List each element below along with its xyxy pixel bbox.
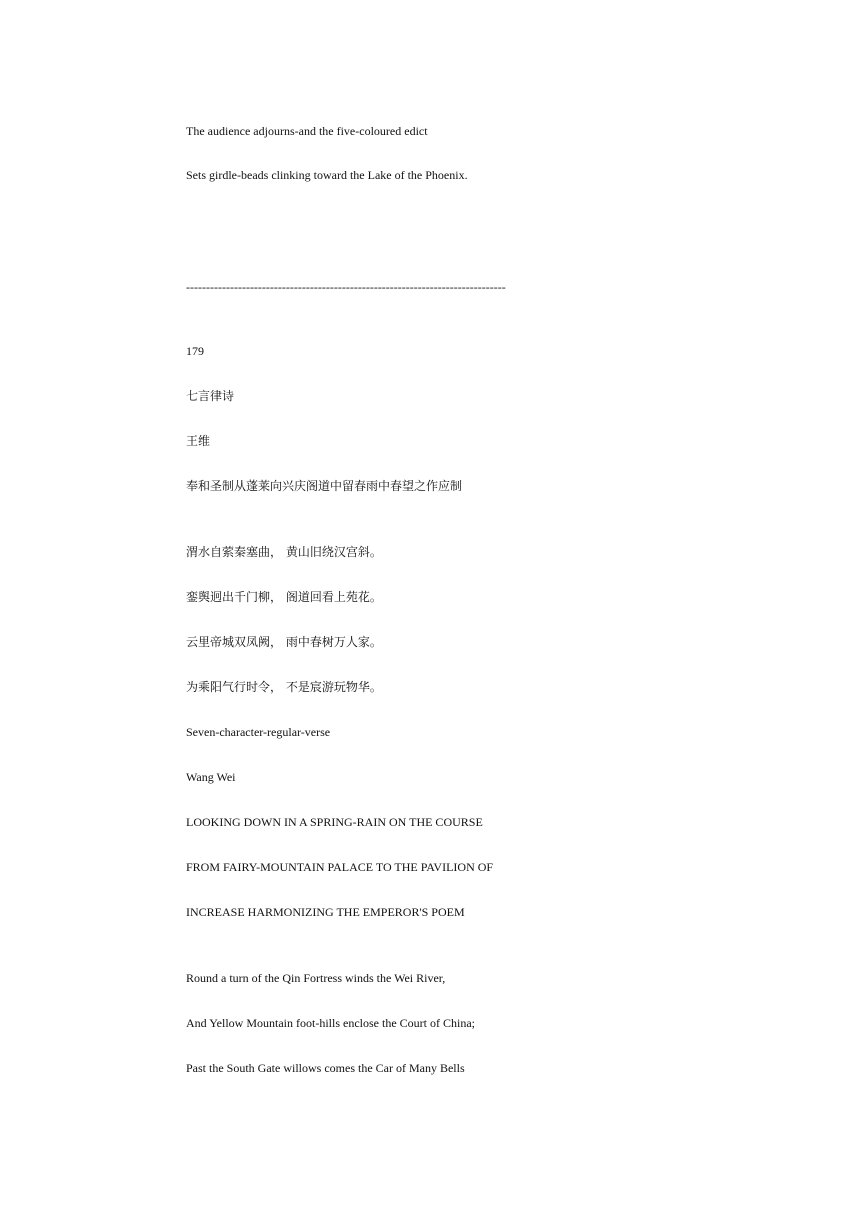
poem-author-chinese: 王维	[186, 434, 211, 448]
chinese-verse-line-3: 云里帝城双凤阙， 雨中春树万人家。	[186, 635, 382, 649]
previous-poem-line-2: Sets girdle-beads clinking toward the Lake of the Phoenix.	[186, 168, 468, 182]
previous-poem-line-1: The audience adjourns-and the five-coloured edict	[186, 124, 428, 138]
poem-number: 179	[186, 344, 204, 358]
poem-form-english: Seven-character-regular-verse	[186, 725, 331, 739]
poem-title-chinese: 奉和圣制从蓬莱向兴庆阁道中留春雨中春望之作应制	[186, 479, 463, 493]
english-verse-line-1: Round a turn of the Qin Fortress winds the Wei River,	[186, 971, 446, 985]
chinese-verse-line-4: 为乘阳气行时令， 不是宸游玩物华。	[186, 680, 382, 694]
poem-title-english-line-3: INCREASE HARMONIZING THE EMPEROR'S POEM	[186, 905, 465, 919]
poem-title-english-line-1: LOOKING DOWN IN A SPRING-RAIN ON THE COURSE	[186, 815, 483, 829]
poem-title-english-line-2: FROM FAIRY-MOUNTAIN PALACE TO THE PAVILION OF	[186, 860, 494, 874]
chinese-verse-line-1: 渭水自萦秦塞曲， 黄山旧绕汉宫斜。	[186, 545, 382, 559]
english-verse-line-3: Past the South Gate willows comes the Car of Many Bells	[186, 1061, 465, 1075]
poem-author-english: Wang Wei	[186, 770, 236, 784]
poem-form-chinese: 七言律诗	[186, 389, 235, 403]
english-verse-line-2: And Yellow Mountain foot-hills enclose the Court of China;	[186, 1016, 475, 1030]
chinese-verse-line-2: 銮舆迥出千门柳， 阁道回看上苑花。	[186, 590, 382, 604]
section-separator: --------------------------------------------------------------------------------	[186, 280, 506, 294]
